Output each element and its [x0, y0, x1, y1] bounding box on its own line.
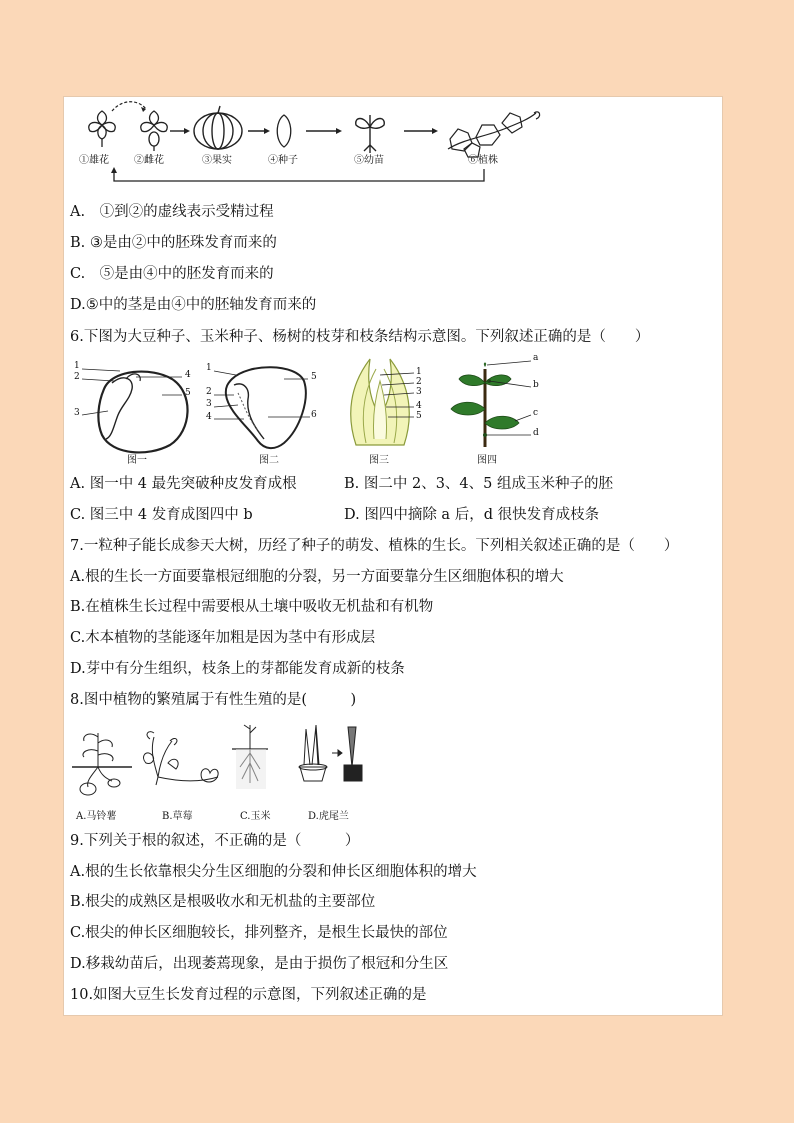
q8-figures: [72, 723, 372, 823]
female-flower-icon: [141, 111, 168, 151]
fig1-num-2: 2: [74, 372, 80, 382]
q6-option-d: D. 图四中摘除 a 后，d 很快发育成枝条: [344, 507, 600, 523]
q8-stem: 8.图中植物的繁殖属于有性生殖的是( ): [70, 692, 357, 708]
fig1-num-5: 5: [185, 388, 191, 398]
figure-3-bud: [336, 355, 446, 466]
q5-option-a: A. ①到②的虚线表示受精过程: [70, 204, 274, 220]
fig4-letter-b: b: [533, 380, 539, 390]
figure-4-branch: [449, 353, 559, 466]
branch-svg: [449, 359, 559, 453]
life-cycle-svg: [72, 103, 532, 185]
q7-option-b: B.在植株生长过程中需要根从土壤中吸收无机盐和有机物: [70, 599, 434, 615]
q8-caption-c: C.玉米: [240, 811, 271, 822]
q7-option-a: A.根的生长一方面要靠根冠细胞的分裂，另一方面要靠分生区细胞体积的增大: [70, 569, 564, 585]
fig3-num-5: 5: [416, 411, 422, 421]
fig3-num-4: 4: [416, 401, 422, 411]
fig1-num-1: 1: [74, 361, 80, 371]
fig2-num-2: 2: [206, 387, 212, 397]
q8-caption-d: D.虎尾兰: [308, 811, 349, 822]
fig2-num-5: 5: [311, 372, 317, 382]
label-seed: ④种子: [268, 155, 298, 166]
fig3-caption: 图三: [369, 455, 389, 466]
q8-caption-b: B.草莓: [162, 811, 193, 822]
q6-stem: 6.下图为大豆种子、玉米种子、杨树的枝芽和枝条结构示意图。下列叙述正确的是（ ）: [70, 329, 650, 345]
fig4-caption: 图四: [477, 455, 497, 466]
fig4-letter-c: c: [533, 408, 539, 418]
label-seedling: ⑤幼苗: [354, 155, 384, 166]
fig2-num-3: 3: [206, 399, 212, 409]
strawberry-plant-icon: [144, 732, 219, 785]
fruit-icon: [194, 106, 242, 149]
fig2-num-1: 1: [206, 363, 212, 373]
q6-option-a: A. 图一中 4 最先突破种皮发育成根: [70, 476, 297, 492]
figure-1-bean-seed: [72, 359, 202, 466]
q5-option-d: D.⑤中的茎是由④中的胚轴发育而来的: [70, 297, 317, 313]
fig4-letter-d: d: [533, 428, 539, 438]
q7-option-c: C.木本植物的茎能逐年加粗是因为茎中有形成层: [70, 630, 376, 646]
snake-plant-icon: [299, 725, 362, 781]
seedling-icon: [356, 115, 385, 153]
fig1-num-3: 3: [74, 408, 80, 418]
male-flower-icon: [89, 111, 116, 147]
label-fruit: ③果实: [202, 155, 232, 166]
q8-plants-svg: [72, 723, 372, 805]
q6-option-b: B. 图二中 2、3、4、5 组成玉米种子的胚: [344, 476, 613, 492]
seed-icon: [277, 115, 291, 147]
q9-stem: 9.下列关于根的叙述，不正确的是（ ）: [70, 833, 360, 849]
fig3-num-2: 2: [416, 377, 422, 387]
bud-svg: [336, 355, 446, 451]
fig3-num-1: 1: [416, 367, 422, 377]
corn-plant-icon: [232, 725, 268, 789]
q9-option-a: A.根的生长依靠根尖分生区细胞的分裂和伸长区细胞体积的增大: [70, 864, 477, 880]
q7-stem: 7.一粒种子能长成参天大树，历经了种子的萌发、植株的生长。下列相关叙述正确的是（ ）: [70, 538, 679, 554]
fig2-num-6: 6: [311, 410, 317, 420]
q9-option-b: B.根尖的成熟区是根吸收水和无机盐的主要部位: [70, 894, 376, 910]
figure-2-corn-seed: [204, 359, 334, 466]
fig1-num-4: 4: [185, 370, 191, 380]
document-page: [63, 96, 723, 1016]
fig2-num-4: 4: [206, 412, 212, 422]
life-cycle-diagram: [72, 103, 532, 185]
q5-option-c: C. ⑤是由④中的胚发育而来的: [70, 266, 274, 282]
bean-seed-svg: [72, 359, 202, 453]
fig1-caption: 图一: [127, 455, 147, 466]
potato-plant-icon: [72, 733, 132, 795]
q7-option-d: D.芽中有分生组织，枝条上的芽都能发育成新的枝条: [70, 661, 405, 677]
label-female-flower: ②雌花: [134, 155, 164, 166]
label-male-flower: ①雄花: [79, 155, 109, 166]
label-plant: ⑥植株: [468, 155, 498, 166]
q9-option-c: C.根尖的伸长区细胞较长，排列整齐，是根生长最快的部位: [70, 925, 448, 941]
fig3-num-3: 3: [416, 387, 422, 397]
q6-option-c: C. 图三中 4 发育成图四中 b: [70, 507, 253, 523]
q9-option-d: D.移栽幼苗后，出现萎蔫现象，是由于损伤了根冠和分生区: [70, 956, 449, 972]
fig4-letter-a: a: [533, 353, 539, 363]
fig2-caption: 图二: [259, 455, 279, 466]
q8-caption-a: A.马铃薯: [76, 811, 117, 822]
q5-option-b: B. ③是由②中的胚珠发育而来的: [70, 235, 277, 251]
q10-stem: 10.如图大豆生长发育过程的示意图，下列叙述正确的是: [70, 987, 427, 1003]
